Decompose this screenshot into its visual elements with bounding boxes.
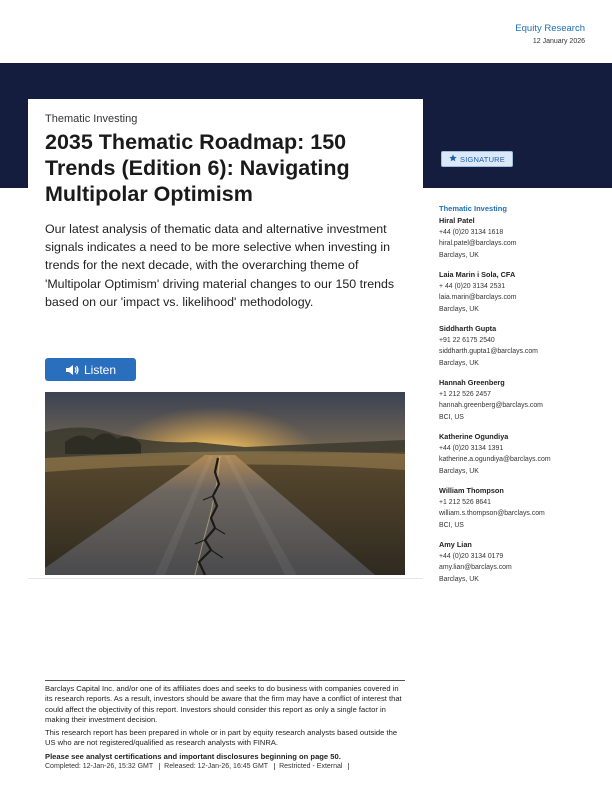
research-brand: Equity Research (515, 23, 585, 34)
analyst-email[interactable]: siddharth.gupta1@barclays.com (439, 348, 538, 355)
analyst-entity: Barclays, UK (439, 467, 479, 475)
report-card (28, 99, 423, 579)
analyst-phone: +44 (0)20 3134 1391 (439, 444, 504, 452)
report-date: 12 January 2026 (532, 38, 585, 45)
analyst-email[interactable]: katherine.a.ogundiya@barclays.com (439, 456, 551, 463)
analyst-name: Siddharth Gupta (439, 324, 497, 333)
analyst-entity: BCI, US (439, 413, 464, 421)
analyst-card (439, 431, 599, 477)
report-summary: Our latest analysis of thematic data and alternative investment signals indicates a need to be more selective when investing in trends for the next decade, with the overarching theme of 'Multipolar Optimism' driving material changes to our 150 trends based on our 'impact vs. likelihood' methodology. (45, 222, 395, 309)
listen-button[interactable] (45, 358, 136, 381)
completed-stamp: Completed: 12-Jan-26, 15:32 GMT (45, 763, 160, 770)
sidebar-section-title: Thematic Investing (439, 204, 507, 213)
analyst-email[interactable]: hannah.greenberg@barclays.com (439, 402, 543, 409)
analyst-name: Hannah Greenberg (439, 378, 505, 387)
analyst-sidebar (439, 204, 599, 593)
restricted-label: Restricted - External (279, 763, 349, 770)
analyst-entity: Barclays, UK (439, 575, 479, 583)
analyst-phone: +44 (0)20 3134 1618 (439, 228, 504, 236)
analyst-entity: Barclays, UK (439, 305, 479, 313)
report-title: 2035 Thematic Roadmap: 150 Trends (Edition 6): Navigating Multipolar Optimism (45, 130, 350, 206)
analyst-phone: +1 212 526 8641 (439, 498, 491, 506)
analyst-phone: +91 22 6175 2540 (439, 336, 495, 344)
disclaimer-conflict: Barclays Capital Inc. and/or one of its affiliates does and seeks to do business with companies covered in its research reports. As a result, investors should be aware that the firm may have a conflict of interest that could affect the objectivity of this report. Investors should consider this report as only a single factor in making their investment decision. (45, 684, 402, 724)
analyst-card (439, 215, 599, 261)
listen-label: Listen (83, 362, 117, 377)
analyst-email[interactable]: laia.marin@barclays.com (439, 294, 517, 301)
release-meta (45, 763, 405, 770)
signature-label: SIGNATURE (460, 154, 505, 164)
disclosure-footer (45, 680, 405, 770)
certification-note: Please see analyst certifications and important disclosures beginning on page 50. (45, 751, 341, 761)
speaker-icon (65, 364, 79, 376)
released-stamp: Released: 12-Jan-26, 16:45 GMT (164, 763, 275, 770)
star-icon (449, 154, 457, 164)
header-brand-block (515, 23, 585, 45)
analyst-name: Katherine Ogundiya (439, 432, 509, 441)
analyst-entity: Barclays, UK (439, 359, 479, 367)
analyst-card (439, 269, 599, 315)
analyst-phone: +1 212 526 2457 (439, 390, 491, 398)
analyst-name: Amy Lian (439, 540, 472, 549)
analyst-card (439, 539, 599, 585)
analyst-card (439, 323, 599, 369)
report-kicker: Thematic Investing (45, 113, 138, 125)
hero-image (45, 392, 405, 575)
analyst-email[interactable]: amy.lian@barclays.com (439, 564, 512, 571)
analyst-phone: + 44 (0)20 3134 2531 (439, 282, 506, 290)
disclaimer-finra: This research report has been prepared in whole or in part by equity research analysts based outside the US who are not registered/qualified as research analysts with FINRA. (45, 728, 398, 748)
analyst-entity: BCI, US (439, 521, 464, 529)
analyst-email[interactable]: william.s.thompson@barclays.com (439, 510, 545, 517)
analyst-name: Laia Marin i Sola, CFA (439, 270, 516, 279)
analyst-card (439, 485, 599, 531)
analyst-email[interactable]: hiral.patel@barclays.com (439, 240, 517, 247)
signature-badge (441, 151, 513, 167)
analyst-name: William Thompson (439, 486, 504, 495)
analyst-name: Hiral Patel (439, 216, 475, 225)
analyst-entity: Barclays, UK (439, 251, 479, 259)
analyst-card (439, 377, 599, 423)
analyst-phone: +44 (0)20 3134 0179 (439, 552, 504, 560)
